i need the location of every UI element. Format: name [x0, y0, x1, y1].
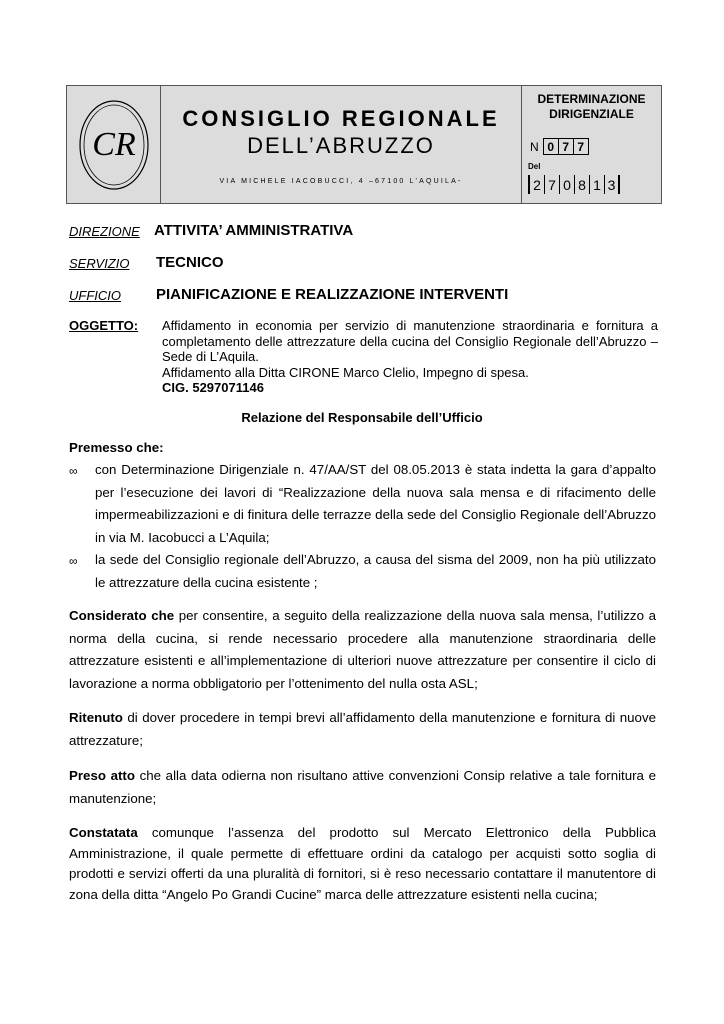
ufficio-row	[69, 286, 509, 303]
org-address: VIA MICHELE IACOBUCCI, 4 –67100 L’AQUILA-	[219, 178, 463, 185]
constatata-text: comunque l’assenza del prodotto sul Mercato Elettronico della Pubblica Amministrazione, il quale permette di effettuare ordini da catalogo per acquisti sotto soglia di prodotti e servizi offerti da una pluralità di fornitori, si è reso necessario contattare il manutentore di zona della ditta “Angelo Po Grandi Cucine” marca delle attrezzature esistenti nella cucina;	[69, 825, 656, 902]
date-label: Del	[528, 162, 541, 171]
date-digit: 0	[560, 175, 575, 194]
oggetto-label: OGGETTO:	[69, 318, 139, 333]
number-digits	[543, 138, 589, 155]
date-digit: 8	[575, 175, 590, 194]
determination-cell	[522, 86, 661, 203]
logo-cell	[67, 86, 161, 203]
servizio-label: SERVIZIO	[69, 256, 130, 271]
date-digit: 3	[605, 175, 620, 194]
constatata-paragraph	[69, 823, 656, 905]
det-title-line2: DIRIGENZIALE	[549, 107, 634, 121]
relazione-title: Relazione del Responsabile dell’Ufficio	[241, 410, 483, 425]
number-label: N	[530, 139, 539, 154]
preso-atto-paragraph	[69, 765, 656, 810]
ufficio-label: UFFICIO	[69, 288, 121, 303]
org-name: CONSIGLIO REGIONALE	[182, 106, 500, 131]
oggetto-cig: CIG. 5297071146	[162, 380, 264, 395]
logo-monogram: CR	[91, 125, 136, 163]
ritenuto-text: di dover procedere in tempi brevi all’affidamento della manutenzione e fornitura di nuove attrezzature;	[69, 710, 656, 748]
date-digits	[528, 175, 620, 194]
determination-number	[530, 138, 589, 155]
date-digit: 7	[545, 175, 560, 194]
bullet-symbol: ∞	[69, 554, 78, 568]
date-digit: 2	[530, 175, 545, 194]
preso-atto-lead: Preso atto	[69, 768, 135, 783]
considerato-lead: Considerato che	[69, 608, 175, 623]
number-digit: 7	[574, 138, 589, 155]
oggetto-text-1: Affidamento in economia per servizio di manutenzione straordinaria e fornitura a completamento delle attrezzature della cucina del Consiglio Regionale dell’Abruzzo – Sede di L’Aquila.	[162, 318, 658, 364]
council-logo-icon	[74, 93, 154, 197]
determination-date	[528, 175, 620, 194]
direzione-label: DIREZIONE	[69, 224, 140, 239]
servizio-value: TECNICO	[156, 254, 224, 271]
considerato-text: per consentire, a seguito della realizzazione della nuova sala mensa, l’utilizzo a norma della cucina, si rende necessario procedere alla manutenzione straordinaria delle attrezzature esistenti e all’implementazione di ulteriori nuove attrezzature per consentire il ciclo di lavorazione a norma obbligatorio per l’ottenimento del nulla osta ASL;	[69, 608, 656, 691]
ritenuto-paragraph	[69, 707, 656, 752]
number-digit: 0	[544, 138, 559, 155]
bullet-item: con Determinazione Dirigenziale n. 47/AA/ST del 08.05.2013 è stata indetta la gara d’appalto per l’esecuzione dei lavori di “Realizzazione della nuova sala mensa e di rifacimento delle impermeabilizzazioni e di finitura delle terrazze della sede del Consiglio Regionale dell’Abruzzo in via M. Iacobucci a L’Aquila;	[95, 462, 656, 545]
constatata-lead: Constatata	[69, 825, 138, 840]
document-header	[66, 85, 662, 204]
premesso-title: Premesso che:	[69, 440, 164, 455]
date-digit: 1	[590, 175, 605, 194]
ufficio-value: PIANIFICAZIONE E REALIZZAZIONE INTERVENTI	[156, 286, 509, 303]
ritenuto-lead: Ritenuto	[69, 710, 123, 725]
preso-atto-text: che alla data odierna non risultano attive convenzioni Consip relative a tale fornitura e manutenzione;	[69, 768, 656, 806]
org-subname: DELL’ABRUZZO	[247, 133, 435, 158]
considerato-paragraph	[69, 605, 656, 695]
bullet-symbol: ∞	[69, 464, 78, 478]
title-cell	[161, 86, 522, 203]
direzione-row	[69, 222, 354, 239]
oggetto-text-2: Affidamento alla Ditta CIRONE Marco Clelio, Impegno di spesa.	[162, 364, 529, 380]
det-title-line1: DETERMINAZIONE	[537, 92, 646, 106]
direzione-value: ATTIVITA’ AMMINISTRATIVA	[154, 222, 354, 239]
oggetto-text	[162, 318, 658, 396]
number-digit: 7	[559, 138, 574, 155]
bullet-item: la sede del Consiglio regionale dell’Abruzzo, a causa del sisma del 2009, non ha più utilizzato le attrezzature della cucina esistente ;	[95, 552, 656, 590]
servizio-row	[69, 254, 224, 271]
determination-title	[522, 92, 661, 122]
